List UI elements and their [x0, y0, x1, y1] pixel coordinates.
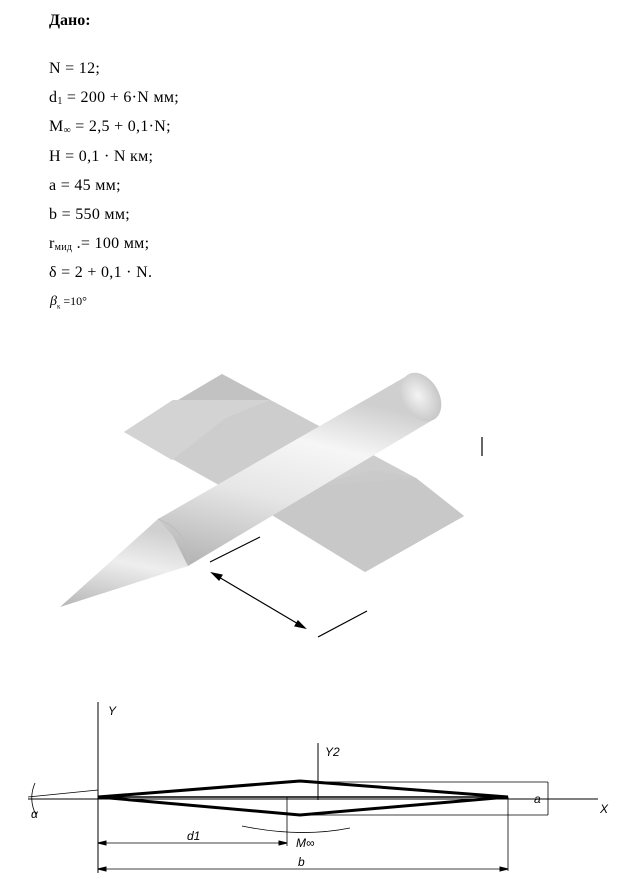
given-h: H = 0,1 · N км; [49, 147, 154, 165]
mach-label: M∞ [296, 836, 315, 850]
alpha-label: α [31, 807, 38, 821]
mach-subscript: ∞ [63, 125, 71, 137]
mach-symbol: M [49, 118, 64, 136]
d1-subscript: 1 [57, 96, 63, 108]
wing-profile [98, 781, 508, 815]
y2-axis-label: Y2 [325, 745, 340, 759]
r-subscript: мид [54, 242, 73, 254]
given-delta: δ = 2 + 0,1 · N. [49, 264, 153, 282]
nose-cone [60, 519, 188, 607]
d1-symbol: d [49, 89, 58, 107]
d1-label: d1 [187, 829, 201, 843]
d1-formula: = 200 + 6·N мм; [62, 89, 180, 107]
beta-value: =10° [60, 294, 87, 308]
given-a: a = 45 мм; [49, 176, 121, 194]
rocket-3d-view [60, 365, 482, 637]
x-axis-label: X [600, 802, 609, 816]
b-label: b [298, 855, 305, 869]
a-label: a [534, 792, 541, 806]
given-b: b = 550 мм; [49, 205, 131, 223]
y-axis-label: Y [108, 704, 117, 718]
given-title: Дано: [49, 12, 91, 29]
r-symbol: r [49, 235, 55, 253]
r-formula: .= 100 мм; [72, 235, 150, 253]
given-n: N = 12; [49, 60, 101, 77]
beta-subscript: к [56, 302, 61, 311]
beta-symbol: β [50, 294, 57, 309]
mach-formula: = 2,5 + 0,1·N; [70, 118, 171, 136]
